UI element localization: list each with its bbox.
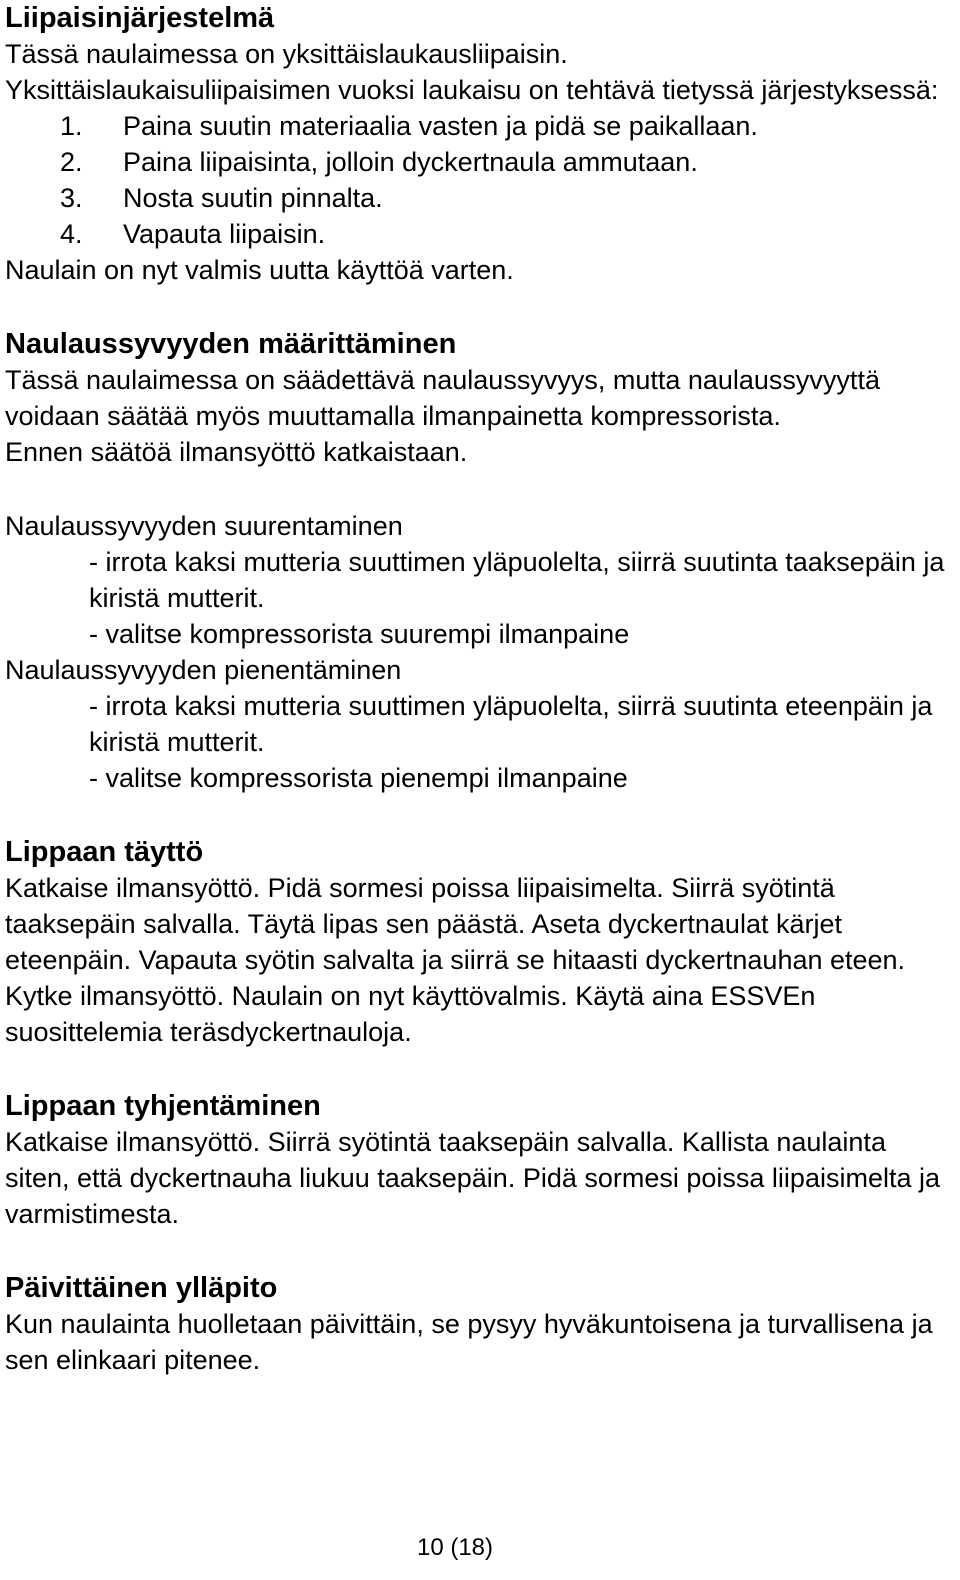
instruction-line: - valitse kompressorista pienempi ilmanpaine [89, 763, 628, 793]
document-page [5, 0, 955, 1378]
paragraph: Tässä naulaimessa on yksittäislaukausliipaisin. [5, 39, 568, 69]
paragraph: Kun naulainta huolletaan päivittäin, se pysyy hyväkuntoisena ja turvallisena ja sen elinkaari pitenee. [5, 1309, 933, 1375]
list-item: 2. Paina liipaisinta, jolloin dyckertnaula ammutaan. [60, 147, 698, 177]
subheading-increase-depth: Naulaussyvyyden suurentaminen [5, 511, 403, 541]
paragraph: Ennen säätöä ilmansyöttö katkaistaan. [5, 437, 468, 467]
paragraph: Naulain on nyt valmis uutta käyttöä varten. [5, 255, 514, 285]
page-number: 10 (18) [416, 1534, 494, 1561]
section-title-magazine-empty: Lippaan tyhjentäminen [5, 1090, 321, 1122]
section-title-daily-maintenance: Päivittäinen ylläpito [5, 1272, 278, 1304]
section-title-magazine-fill: Lippaan täyttö [5, 836, 204, 868]
list-item: 1. Paina suutin materiaalia vasten ja pidä se paikallaan. [60, 111, 758, 141]
instruction-line: - valitse kompressorista suurempi ilmanpaine [89, 619, 630, 649]
paragraph: Katkaise ilmansyöttö. Siirrä syötintä taaksepäin salvalla. Kallista naulainta siten, että dyckertnauha liukuu taaksepäin. Pidä sormesi poissa liipaisimelta ja varmistimesta. [5, 1127, 940, 1229]
section-title-depth: Naulaussyvyyden määrittäminen [5, 328, 457, 360]
section-title-trigger-system: Liipaisinjärjestelmä [5, 2, 275, 34]
paragraph: Yksittäislaukaisuliipaisimen vuoksi laukaisu on tehtävä tietyssä järjestyksessä: [5, 75, 939, 105]
list-item: 4. Vapauta liipaisin. [60, 219, 326, 249]
instruction-line: - irrota kaksi mutteria suuttimen yläpuolelta, siirrä suutinta eteenpäin ja kiristä mutterit. [89, 691, 933, 757]
subheading-decrease-depth: Naulaussyvyyden pienentäminen [5, 655, 402, 685]
paragraph: Katkaise ilmansyöttö. Pidä sormesi poissa liipaisimelta. Siirrä syötintä taaksepäin salvalla. Täytä lipas sen päästä. Aseta dyckertnaulat kärjet eteenpäin. Vapauta syötin salvalta ja siirrä se hitaasti dyckertnauhan eteen. Kytke ilmansyöttö. Naulain on nyt käyttövalmis. Käytä aina ESSVEn suosittelemia teräsdyckertnauloja. [5, 873, 906, 1047]
list-item: 3. Nosta suutin pinnalta. [60, 183, 383, 213]
instruction-line: - irrota kaksi mutteria suuttimen yläpuolelta, siirrä suutinta taaksepäin ja kiristä mutterit. [89, 547, 945, 613]
paragraph: Tässä naulaimessa on säädettävä naulaussyvyys, mutta naulaussyvyyttä voidaan säätää myös muuttamalla ilmanpainetta kompressorista. [5, 365, 880, 431]
